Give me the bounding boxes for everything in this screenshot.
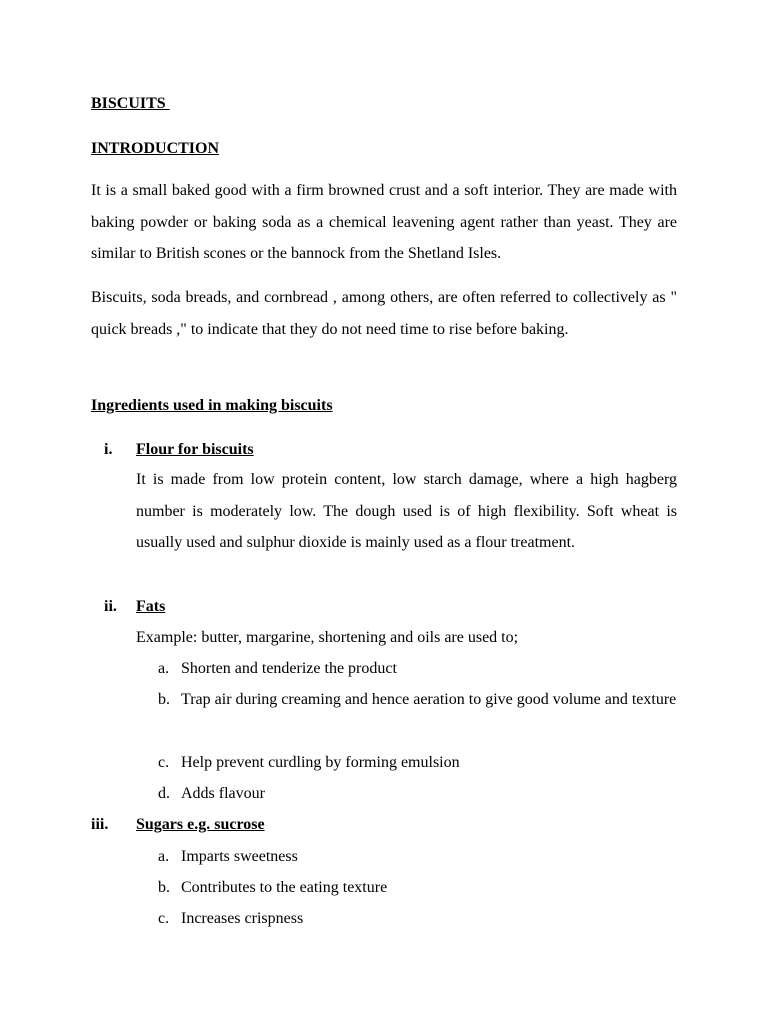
list-item-letter: a.	[158, 660, 170, 677]
intro-heading: INTRODUCTION	[91, 140, 220, 157]
intro-paragraph-2: Biscuits, soda breads, and cornbread , among others, are often referred to collectively as " quick breads ," to indicate that they do not need time to rise before baking.	[91, 289, 677, 338]
section-numeral: iii.	[91, 816, 109, 833]
section-heading-flour: Flour for biscuits	[136, 441, 254, 458]
list-item-letter: c.	[158, 754, 170, 771]
list-item: Contributes to the eating texture	[181, 879, 388, 896]
list-item-letter: d.	[158, 785, 170, 802]
list-item: Trap air during creaming and hence aeration to give good volume and texture	[181, 691, 677, 708]
section-heading-fats: Fats	[136, 598, 166, 615]
list-item-letter: b.	[158, 879, 170, 896]
list-item: Help prevent curdling by forming emulsion	[181, 754, 460, 771]
section-heading-sugars: Sugars e.g. sucrose	[136, 816, 265, 833]
list-item: Imparts sweetness	[181, 848, 298, 865]
section-numeral: i.	[104, 441, 113, 458]
list-item-letter: a.	[158, 848, 170, 865]
document-title: BISCUITS	[91, 95, 170, 112]
ingredients-heading: Ingredients used in making biscuits	[91, 397, 333, 414]
list-item-letter: c.	[158, 910, 170, 927]
section-body-flour: It is made from low protein content, low starch damage, where a high hagberg number is moderately low. The dough used is of high flexibility. Soft wheat is usually used and sulphur dioxide is mainly used as a flour treatment.	[136, 471, 677, 551]
list-item: Increases crispness	[181, 910, 304, 927]
section-numeral: ii.	[104, 598, 117, 615]
intro-paragraph-1: It is a small baked good with a firm browned crust and a soft interior. They are made with baking powder or baking soda as a chemical leavening agent rather than yeast. They are similar to British scones or the bannock from the Shetland Isles.	[91, 182, 677, 262]
list-item-letter: b.	[158, 691, 170, 708]
list-item: Shorten and tenderize the product	[181, 660, 397, 677]
section-intro-fats: Example: butter, margarine, shortening and oils are used to;	[136, 629, 519, 646]
list-item: Adds flavour	[181, 785, 265, 802]
